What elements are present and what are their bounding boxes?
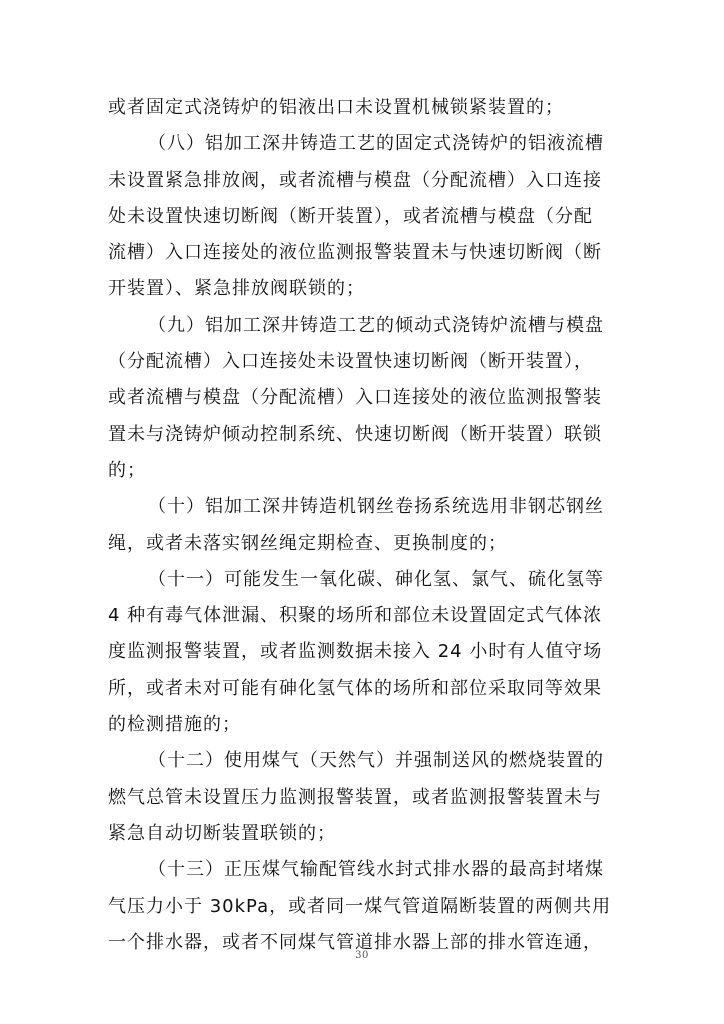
text-line: 或者固定式浇铸炉的铝液出口未设置机械锁紧装置的； [108,97,564,118]
paragraph-start-11: （十一）可能发生一氧化碳、砷化氢、氯气、硫化氢等 [148,568,604,590]
paragraph-start-10: （十）铝加工深井铸造机钢丝卷扬系统选用非钢芯钢丝 [148,496,604,518]
text-line: 置未与浇铸炉倾动控制系统、快速切断阀（断开装置）联锁 [108,423,602,445]
text-line: 紧急自动切断装置联锁的； [108,822,336,844]
paragraph-start-12: （十二）使用煤气（天然气）并强制送风的燃烧装置的 [148,750,604,772]
text-line: 处未设置快速切断阀（断开装置），或者流槽与模盘（分配 [108,205,593,227]
text-line: 或者流槽与模盘（分配流槽）入口连接处的液位监测报警装 [108,387,602,409]
text-line: 的； [108,459,146,481]
text-line: 燃气总管未设置压力监测报警装置，或者监测报警装置未与 [108,786,602,808]
text-line: 气压力小于 30kPa，或者同一煤气管道隔断装置的两侧共用 [108,895,612,917]
paragraph-start-9: （九）铝加工深井铸造工艺的倾动式浇铸炉流槽与模盘 [148,314,604,336]
paragraph-start-8: （八）铝加工深井铸造工艺的固定式浇铸炉的铝液流槽 [148,133,604,155]
text-line: 4 种有毒气体泄漏、积聚的场所和部位未设置固定式气体浓 [108,605,603,627]
body-text [108,90,618,961]
text-line: 开装置）、紧急排放阀联锁的； [108,278,365,300]
text-line: 的检测措施的； [108,714,241,736]
paragraph-start-13: （十三）正压煤气输配管线水封式排水器的最高封堵煤 [148,859,604,881]
text-line: 度监测报警装置，或者监测数据未接入 24 小时有人值守场 [108,641,603,663]
text-line: 绳，或者未落实钢丝绳定期检查、更换制度的； [108,532,507,554]
text-line: （分配流槽）入口连接处未设置快速切断阀（断开装置）， [108,351,593,373]
page-number: 30 [355,950,369,961]
text-line: 流槽）入口连接处的液位监测报警装置未与快速切断阀（断 [108,242,602,264]
text-line: 一个排水器，或者不同煤气管道排水器上部的排水管连通， [108,931,602,953]
text-line: 未设置紧急排放阀，或者流槽与模盘（分配流槽）入口连接 [108,169,602,191]
text-line: 所，或者未对可能有砷化氢气体的场所和部位采取同等效果 [108,677,602,699]
